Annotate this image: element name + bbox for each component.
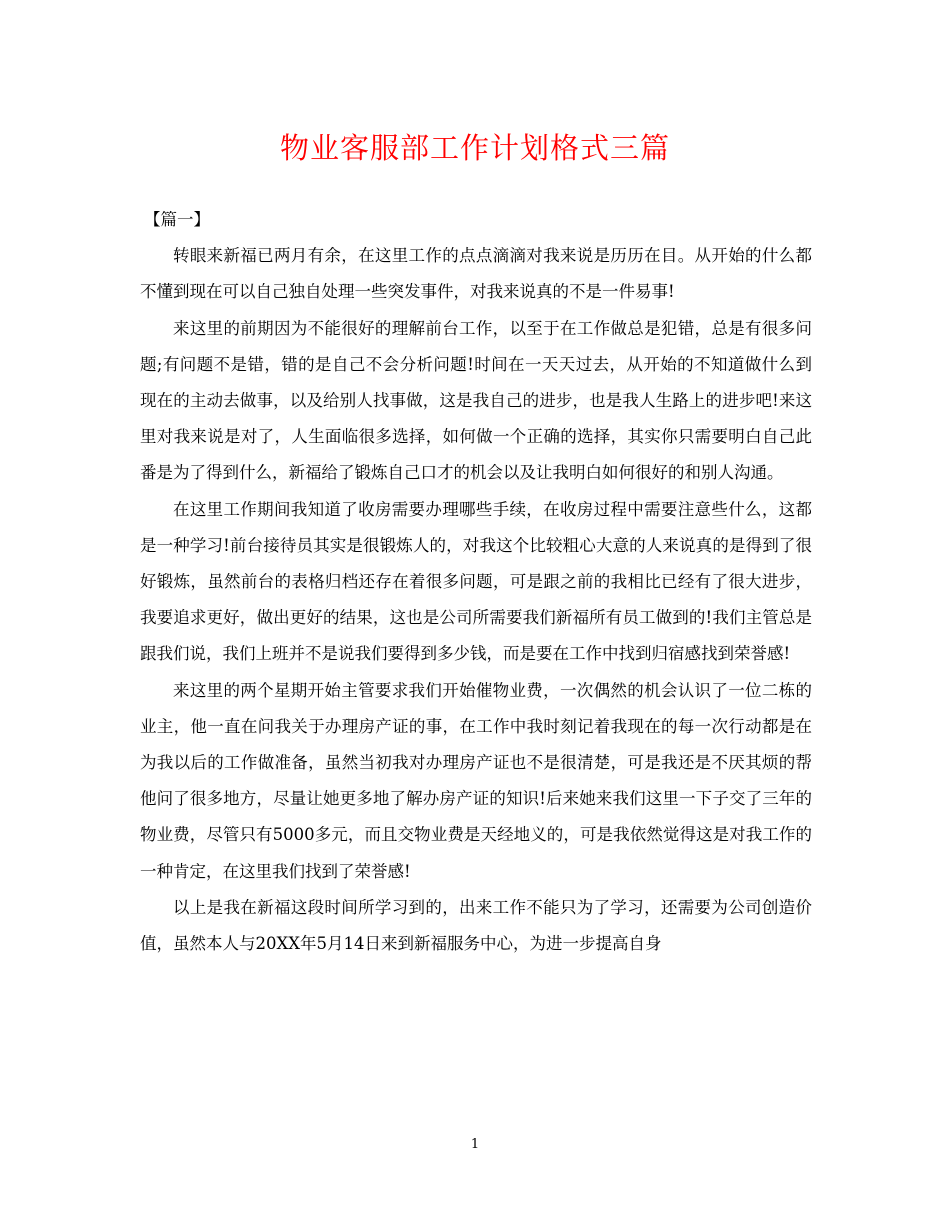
paragraph-2: 来这里的前期因为不能很好的理解前台工作，以至于在工作做总是犯错，总是有很多问题;有问题不是错，错的是自己不会分析问题!时间在一天天过去，从开始的不知道做什么到现在的主动去做事，以及给别人找事做，这是我自己的进步，也是我人生路上的进步吧!来这里对我来说是对了，人生面临很多选择，如何做一个正确的选择，其实你只需要明白自己此番是为了得到什么，新福给了锻炼自己口才的机会以及让我明白如何很好的和别人沟通。 <box>140 318 812 483</box>
section-heading: 【篇一】 <box>144 210 210 229</box>
paragraph-5: 以上是我在新福这段时间所学习到的，出来工作不能只为了学习，还需要为公司创造价值，虽然本人与20XX年5月14日来到新福服务中心，为进一步提高自身 <box>140 897 812 954</box>
paragraph-3: 在这里工作期间我知道了收房需要办理哪些手续，在收房过程中需要注意些什么，这都是一种学习!前台接待员其实是很锻炼人的，对我这个比较粗心大意的人来说真的是得到了很好锻炼，虽然前台的表格归档还存在着很多问题，可是跟之前的我相比已经有了很大进步，我要追求更好，做出更好的结果，这也是公司所需要我们新福所有员工做到的!我们主管总是跟我们说，我们上班并不是说我们要得到多少钱，而是要在工作中找到归宿感找到荣誉感! <box>140 499 812 664</box>
paragraph-4: 来这里的两个星期开始主管要求我们开始催物业费，一次偶然的机会认识了一位二栋的业主，他一直在问我关于办理房产证的事，在工作中我时刻记着我现在的每一次行动都是在为我以后的工作做准备，虽然当初我对办理房产证也不是很清楚，可是我还是不厌其烦的帮他问了很多地方，尽量让她更多地了解办房产证的知识!后来她来我们这里一下子交了三年的物业费，尽管只有5000多元，而且交物业费是天经地义的，可是我依然觉得这是对我工作的一种肯定，在这里我们找到了荣誉感! <box>140 680 812 881</box>
document-title: 物业客服部工作计划格式三篇 <box>279 131 670 165</box>
document-body <box>140 202 812 962</box>
paragraph-1: 转眼来新福已两月有余，在这里工作的点点滴滴对我来说是历历在目。从开始的什么都不懂到现在可以自己独自处理一些突发事件，对我来说真的不是一件易事! <box>140 246 812 302</box>
page-number: 1 <box>470 1137 480 1152</box>
